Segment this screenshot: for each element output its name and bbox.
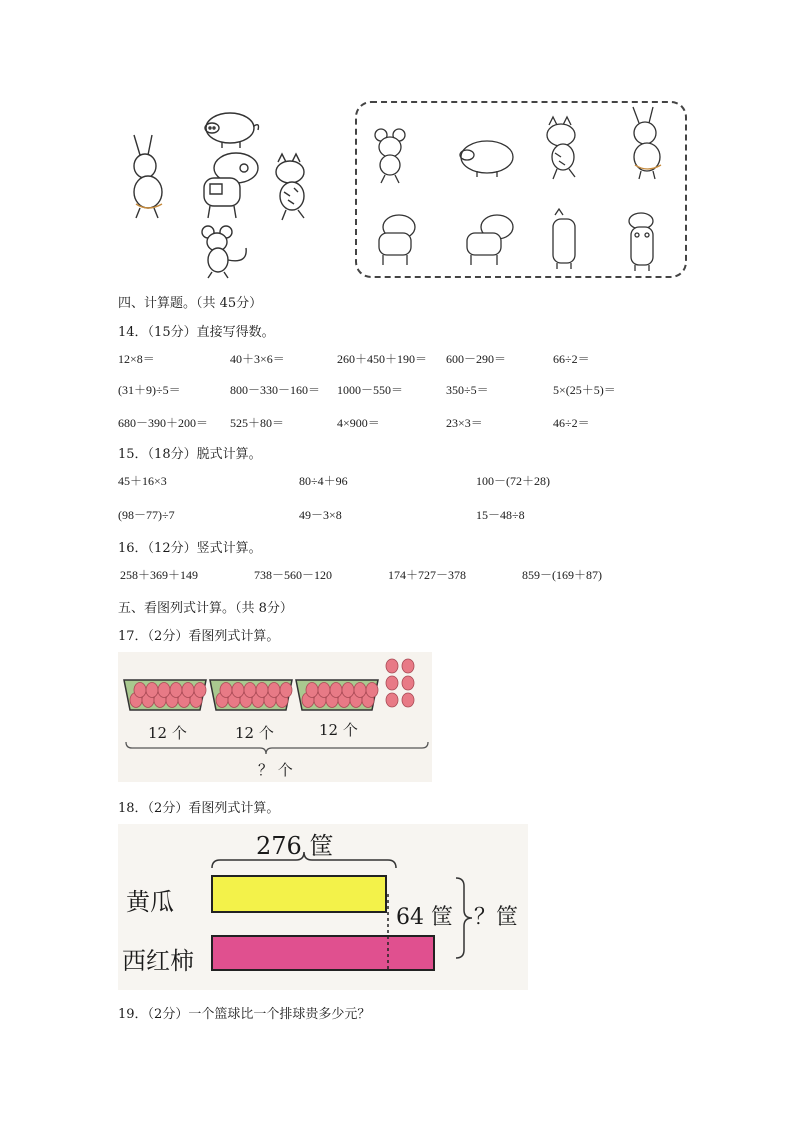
animal-cluster-illustration	[118, 100, 338, 285]
egg-basket	[210, 680, 292, 710]
tomato-bar	[212, 936, 434, 970]
q18-bar-figure	[118, 824, 528, 990]
q16-expr: 859－(169＋87)	[522, 568, 602, 582]
q14-expr: 66÷2＝	[553, 352, 590, 366]
basket-label-3: 12 个	[319, 721, 358, 739]
q15-expr: 49－3×8	[299, 508, 342, 522]
mouse-view-icon	[375, 129, 405, 183]
q14-expr: 12×8＝	[118, 352, 155, 366]
egg	[182, 683, 194, 698]
q16-expr: 258＋369＋149	[120, 568, 199, 582]
animal-views-illustration	[357, 103, 685, 276]
cat-icon	[276, 154, 304, 220]
loose-egg	[402, 676, 414, 690]
q14-expr: 350÷5＝	[446, 383, 489, 397]
loose-egg	[402, 693, 414, 707]
q14-expr: 680－390＋200＝	[118, 416, 209, 430]
q16-expr: 174＋727－378	[388, 568, 467, 582]
egg	[342, 683, 354, 698]
egg	[306, 683, 318, 698]
basket-label-1: 12 个	[148, 724, 187, 742]
cucumber-bar	[212, 876, 386, 912]
egg	[280, 683, 292, 698]
q17-egg-figure	[118, 652, 432, 782]
egg	[268, 683, 280, 698]
right-brace	[456, 878, 472, 958]
egg	[220, 683, 232, 698]
q14-expr: 5×(25＋5)＝	[553, 383, 616, 397]
rabbit-view-icon	[633, 107, 661, 179]
egg	[244, 683, 256, 698]
egg	[158, 683, 170, 698]
q15-expr: 80÷4＋96	[299, 474, 348, 488]
egg	[256, 683, 268, 698]
q16-expr: 738－560－120	[254, 568, 333, 582]
difference-label: 64 筐	[396, 905, 453, 930]
cucumber-label: 黄瓜	[126, 888, 174, 916]
horse-back-view-icon	[553, 209, 575, 269]
mouse-icon	[202, 226, 246, 278]
q19-label: 19．（2分）一个篮球比一个排球贵多少元？	[118, 1007, 371, 1022]
q14-expr: 600－290＝	[446, 352, 507, 366]
egg	[354, 683, 366, 698]
total-quantity-label: ？筐	[474, 905, 519, 930]
total-brace	[126, 742, 428, 754]
top-quantity-label: 276 筐	[256, 832, 334, 860]
cat-view-icon	[547, 117, 575, 179]
pig-view-icon	[460, 141, 513, 177]
q14-label: 14．（15分）直接写得数。	[118, 325, 275, 340]
q15-label: 15．（18分）脱式计算。	[118, 447, 262, 462]
pig-icon	[205, 113, 259, 148]
egg	[170, 683, 182, 698]
q14-expr: 4×900＝	[337, 416, 380, 430]
q17-label: 17．（2分）看图列式计算。	[118, 629, 280, 644]
egg	[366, 683, 378, 698]
horse-front-view-icon	[379, 215, 415, 265]
egg	[134, 683, 146, 698]
q15-expr: (98－77)÷7	[118, 508, 175, 522]
horse-head-view-icon	[629, 213, 653, 271]
tomato-label: 西红柿	[122, 947, 194, 975]
egg	[232, 683, 244, 698]
basket-label-2: 12 个	[235, 724, 274, 742]
section5-title: 五、看图列式计算。（共 8分）	[118, 601, 293, 616]
egg	[318, 683, 330, 698]
q14-expr: 260＋450＋190＝	[337, 352, 428, 366]
animal-cluster-left	[118, 100, 338, 285]
egg	[194, 683, 206, 698]
loose-egg	[402, 659, 414, 673]
q14-expr: 40＋3×6＝	[230, 352, 285, 366]
q14-expr: (31＋9)÷5＝	[118, 383, 181, 397]
total-eggs-label: ？ 个	[258, 761, 293, 779]
loose-egg	[386, 676, 398, 690]
loose-egg	[386, 693, 398, 707]
egg-basket	[124, 680, 206, 710]
q14-expr: 23×3＝	[446, 416, 483, 430]
horse-icon	[204, 153, 258, 218]
rabbit-icon	[134, 135, 162, 218]
egg	[146, 683, 158, 698]
q14-expr: 46÷2＝	[553, 416, 590, 430]
q16-label: 16．（12分）竖式计算。	[118, 541, 262, 556]
q14-expr: 1000－550＝	[337, 383, 404, 397]
egg-basket	[296, 680, 378, 710]
loose-egg	[386, 659, 398, 673]
q15-expr: 45＋16×3	[118, 474, 167, 488]
animal-views-box	[355, 101, 687, 278]
horse-side-view-icon	[467, 215, 513, 265]
section4-title: 四、计算题。（共 45分）	[118, 296, 263, 311]
q15-expr: 100－(72＋28)	[476, 474, 550, 488]
q15-expr: 15－48÷8	[476, 508, 525, 522]
egg	[330, 683, 342, 698]
q14-expr: 800－330－160＝	[230, 383, 321, 397]
q18-label: 18．（2分）看图列式计算。	[118, 801, 280, 816]
q14-expr: 525＋80＝	[230, 416, 285, 430]
